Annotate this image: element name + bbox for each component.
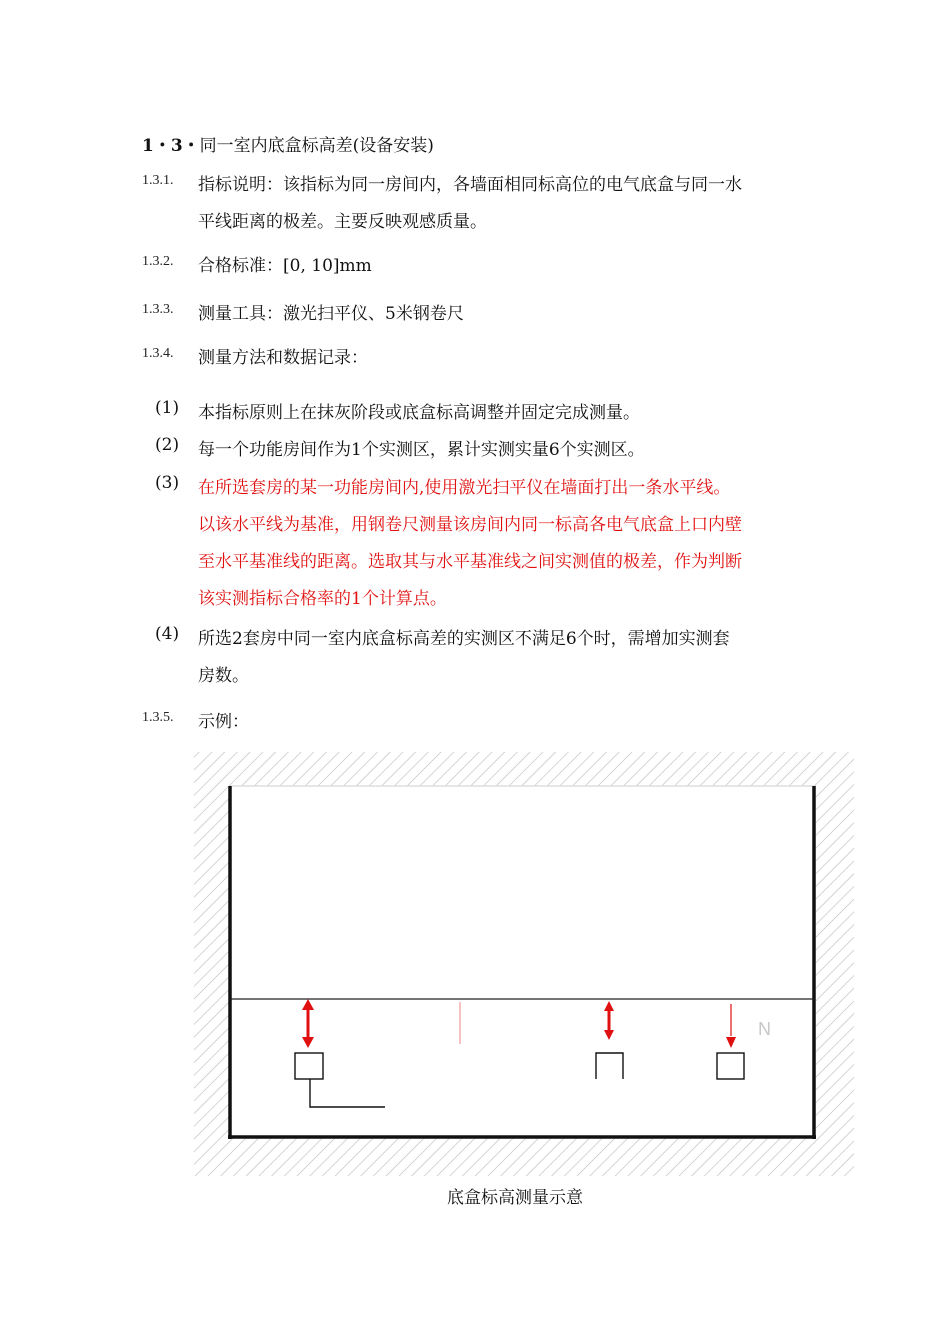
sub-item-text-3-line-2: 以该水平线为基准，用钢卷尺测量该房间内同一标高各电气底盒上口内壁 (198, 515, 742, 535)
sub-item-text-3-line-4: 该实测指标合格率的1个计算点。 (198, 589, 447, 609)
item-text-1-line-1: 指标说明：该指标为同一房间内，各墙面相同标高位的电气底盒与同一水 (198, 175, 742, 195)
item-text-1-line-2: 平线距离的极差。主要反映观感质量。 (198, 212, 487, 232)
item-text-4: 测量方法和数据记录： (198, 348, 368, 368)
sub-item-text-4-line-2: 房数。 (198, 666, 249, 686)
sub-item-number-1: (1) (155, 398, 180, 418)
sub-item-number-4: (4) (155, 624, 180, 644)
section-number: 1・3・ (142, 136, 200, 156)
item-number-4: 1.3.4. (142, 346, 174, 361)
item-text-3: 测量工具：激光扫平仪、5米钢卷尺 (198, 304, 464, 324)
sub-item-number-2: (2) (155, 435, 180, 455)
marker-label-n: N (758, 1019, 771, 1039)
section-heading (142, 131, 434, 156)
room-interior (230, 786, 816, 1137)
section-title: 同一室内底盒标高差(设备安装) (199, 136, 434, 156)
item-number-3: 1.3.3. (142, 302, 174, 317)
item-text-2: 合格标准：[0, 10]mm (198, 256, 372, 276)
figure-caption: 底盒标高测量示意 (447, 1188, 583, 1208)
item-number-2: 1.3.2. (142, 254, 174, 269)
sub-item-text-3-line-1: 在所选套房的某一功能房间内,使用激光扫平仪在墙面打出一条水平线。 (198, 478, 731, 498)
item-number-1: 1.3.1. (142, 173, 174, 188)
sub-item-number-3: (3) (155, 473, 180, 493)
measurement-diagram (190, 748, 856, 1178)
example-number: 1.3.5. (142, 710, 174, 725)
sub-item-text-1: 本指标原则上在抹灰阶段或底盒标高调整并固定完成测量。 (198, 403, 640, 423)
example-label: 示例： (198, 712, 249, 732)
sub-item-text-3-line-3: 至水平基准线的距离。选取其与水平基准线之间实测值的极差，作为判断 (198, 552, 742, 572)
sub-item-text-4-line-1: 所选2套房中同一室内底盒标高差的实测区不满足6个时，需增加实测套 (198, 629, 730, 649)
sub-item-text-2: 每一个功能房间作为1个实测区，累计实测实量6个实测区。 (198, 440, 645, 460)
